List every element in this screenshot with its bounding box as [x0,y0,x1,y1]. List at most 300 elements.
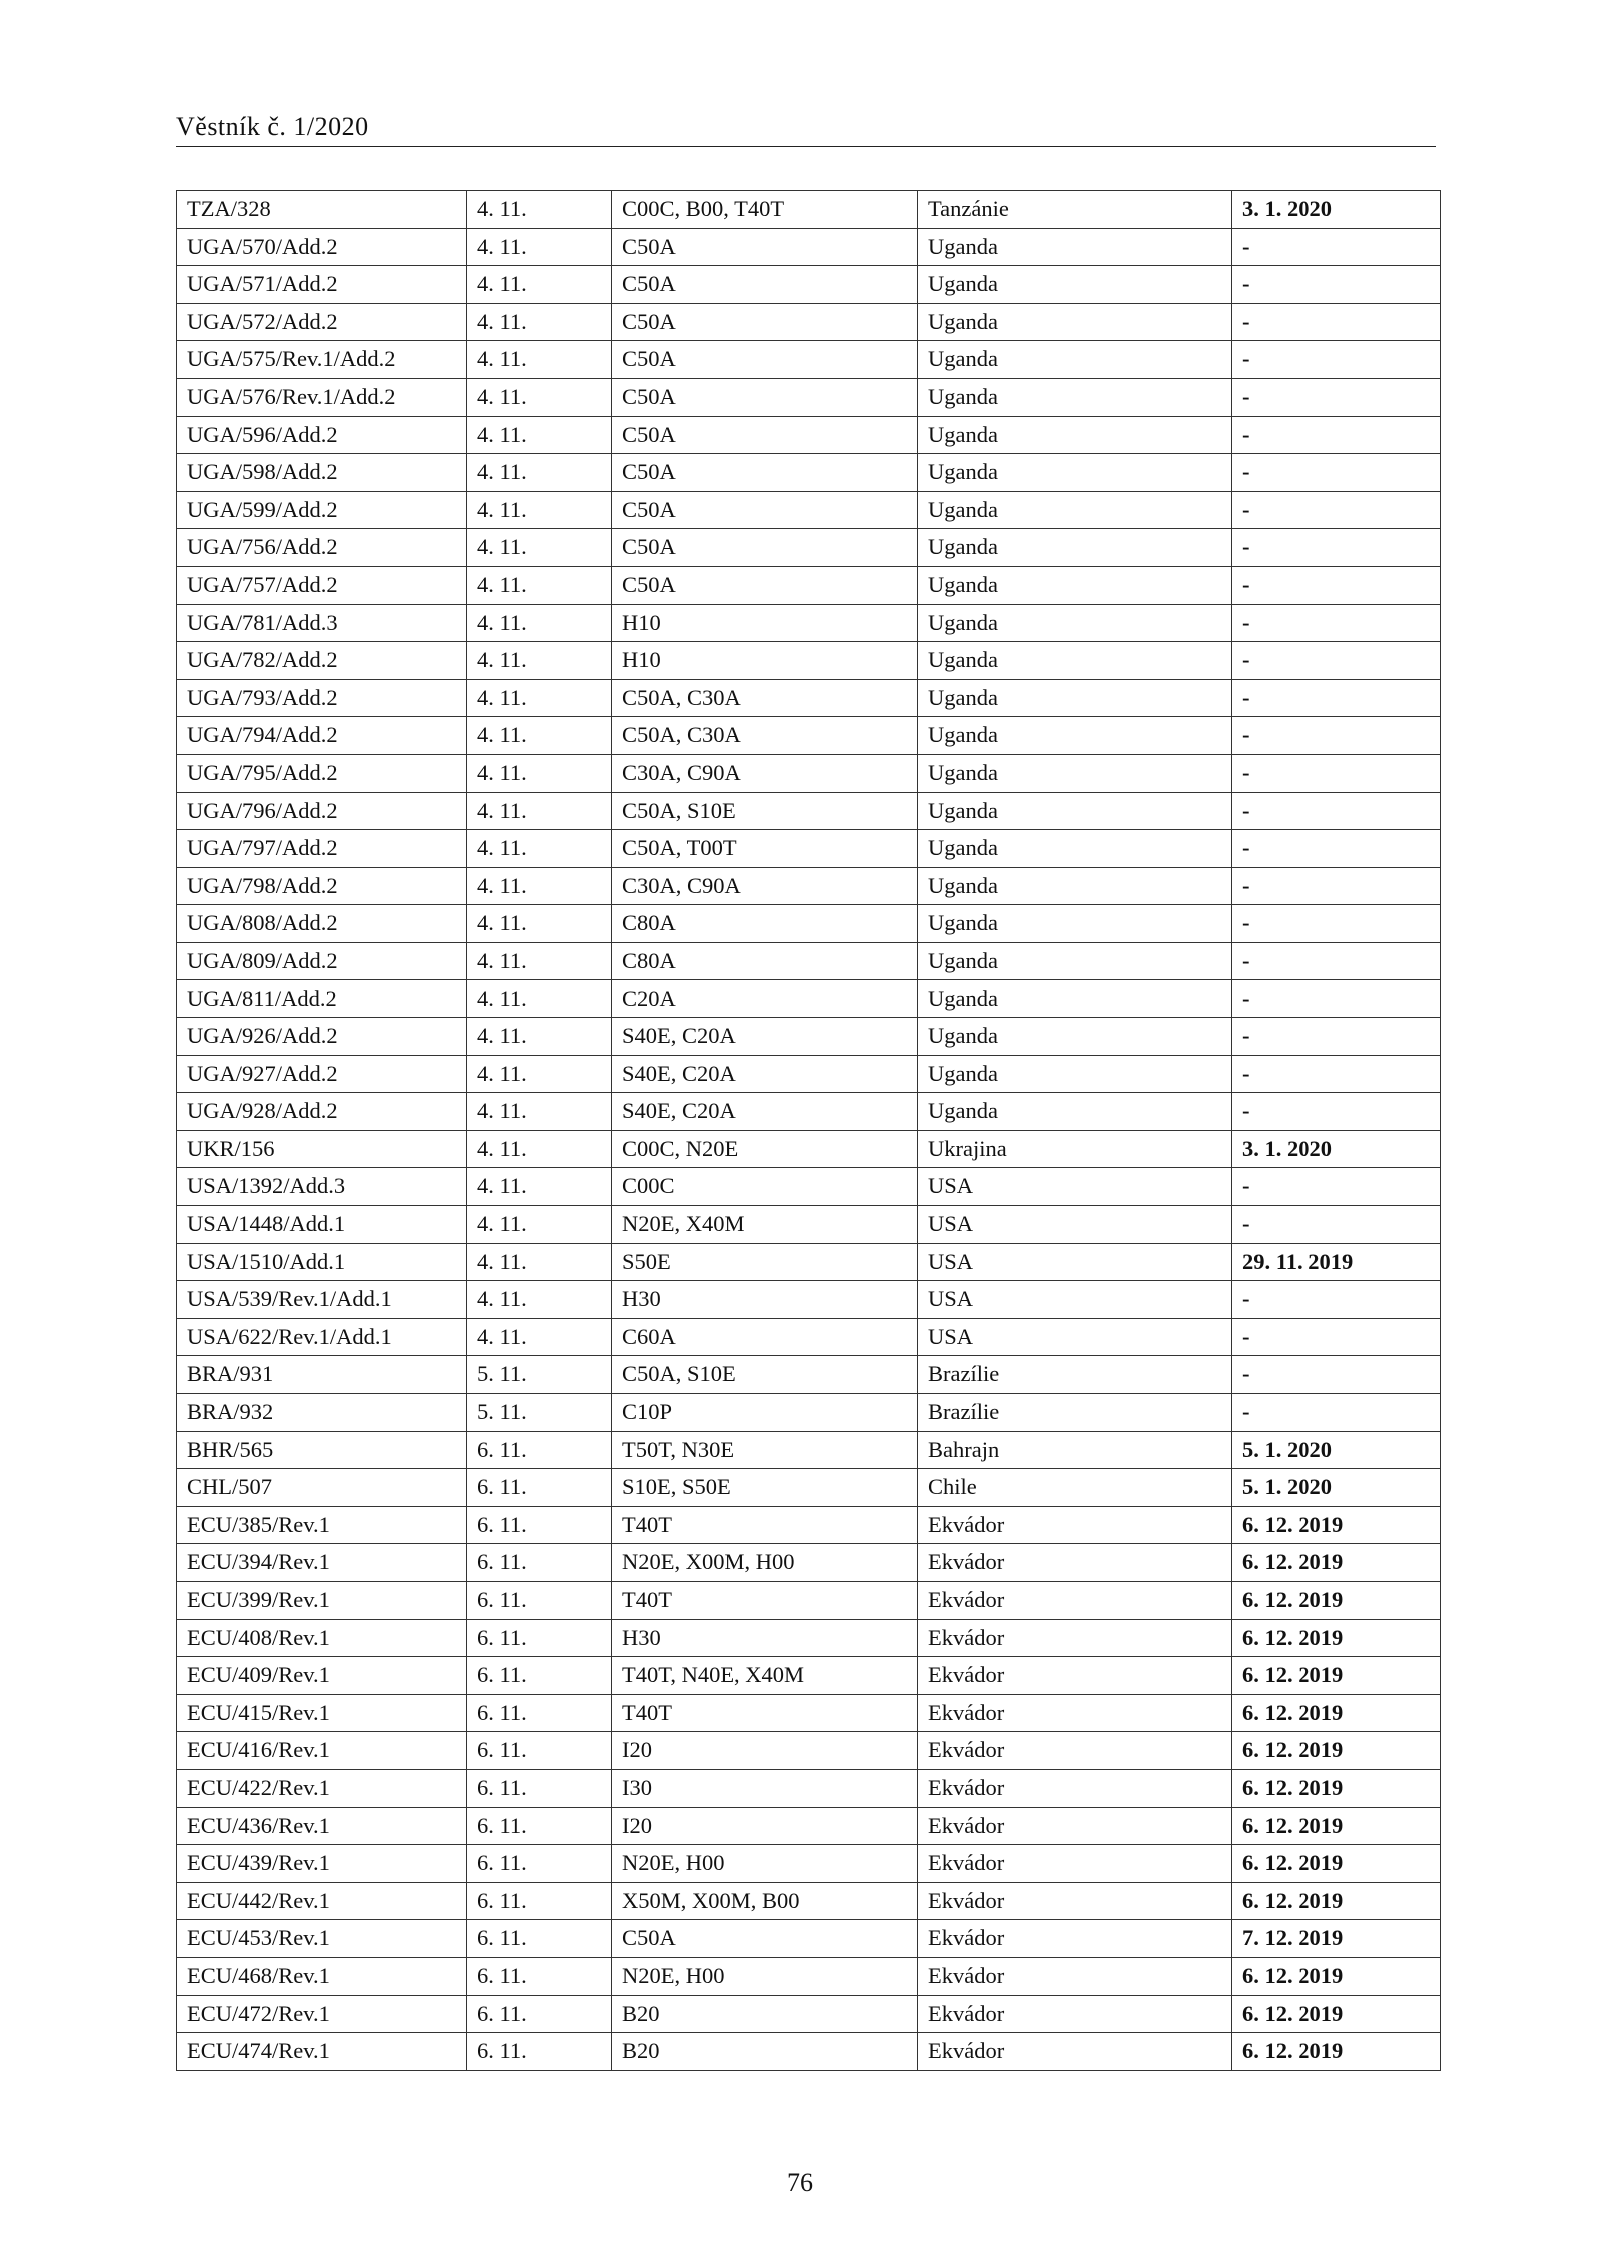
product-code-cell: C50A [612,491,918,529]
notification-date-cell: 4. 11. [467,416,612,454]
deadline-cell: - [1232,679,1441,717]
product-code-cell: S40E, C20A [612,1018,918,1056]
notification-date-cell: 4. 11. [467,980,612,1018]
product-code-cell: H10 [612,642,918,680]
country-cell: Ekvádor [918,1920,1232,1958]
notification-date-cell: 4. 11. [467,754,612,792]
table-row [177,604,1441,642]
deadline-cell: - [1232,1356,1441,1394]
country-cell: Ekvádor [918,1995,1232,2033]
document-code-cell: UGA/757/Add.2 [177,566,467,604]
deadline-cell: - [1232,792,1441,830]
notification-date-cell: 6. 11. [467,1882,612,1920]
country-cell: Uganda [918,1093,1232,1131]
notification-date-cell: 6. 11. [467,1544,612,1582]
document-code-cell: UGA/570/Add.2 [177,228,467,266]
document-code-cell: UGA/928/Add.2 [177,1093,467,1131]
notification-date-cell: 4. 11. [467,1093,612,1131]
country-cell: USA [918,1206,1232,1244]
deadline-cell: 6. 12. 2019 [1232,1845,1441,1883]
notification-date-cell: 4. 11. [467,303,612,341]
table-row [177,830,1441,868]
product-code-cell: C50A, C30A [612,679,918,717]
country-cell: USA [918,1318,1232,1356]
deadline-cell: - [1232,830,1441,868]
table-row [177,754,1441,792]
document-code-cell: ECU/436/Rev.1 [177,1807,467,1845]
deadline-cell: 6. 12. 2019 [1232,1506,1441,1544]
table-row [177,566,1441,604]
deadline-cell: 6. 12. 2019 [1232,2033,1441,2071]
running-header [176,112,1436,147]
deadline-cell: - [1232,228,1441,266]
country-cell: USA [918,1243,1232,1281]
product-code-cell: C50A [612,454,918,492]
notification-date-cell: 4. 11. [467,529,612,567]
country-cell: Brazílie [918,1356,1232,1394]
deadline-cell: - [1232,1018,1441,1056]
deadline-cell: - [1232,341,1441,379]
product-code-cell: B20 [612,1995,918,2033]
country-cell: Ekvádor [918,1845,1232,1883]
document-code-cell: ECU/385/Rev.1 [177,1506,467,1544]
deadline-cell: 6. 12. 2019 [1232,1657,1441,1695]
table-row [177,228,1441,266]
product-code-cell: T40T [612,1506,918,1544]
document-code-cell: USA/622/Rev.1/Add.1 [177,1318,467,1356]
notification-date-cell: 4. 11. [467,266,612,304]
country-cell: Uganda [918,341,1232,379]
country-cell: Uganda [918,416,1232,454]
country-cell: Brazílie [918,1394,1232,1432]
deadline-cell: - [1232,642,1441,680]
document-code-cell: USA/1392/Add.3 [177,1168,467,1206]
table-row [177,717,1441,755]
notification-date-cell: 6. 11. [467,1581,612,1619]
notification-date-cell: 5. 11. [467,1356,612,1394]
deadline-cell: 6. 12. 2019 [1232,1807,1441,1845]
document-code-cell: UGA/782/Add.2 [177,642,467,680]
product-code-cell: C50A, C30A [612,717,918,755]
document-code-cell: CHL/507 [177,1469,467,1507]
table-row [177,454,1441,492]
document-code-cell: ECU/442/Rev.1 [177,1882,467,1920]
product-code-cell: C00C [612,1168,918,1206]
product-code-cell: C50A [612,1920,918,1958]
table-row [177,1995,1441,2033]
country-cell: Uganda [918,303,1232,341]
table-row [177,341,1441,379]
document-code-cell: UGA/795/Add.2 [177,754,467,792]
notification-date-cell: 4. 11. [467,191,612,229]
document-code-cell: UGA/798/Add.2 [177,867,467,905]
deadline-cell: - [1232,980,1441,1018]
country-cell: Ekvádor [918,1581,1232,1619]
product-code-cell: I20 [612,1807,918,1845]
notification-date-cell: 6. 11. [467,2033,612,2071]
document-code-cell: ECU/472/Rev.1 [177,1995,467,2033]
notification-date-cell: 5. 11. [467,1394,612,1432]
deadline-cell: 6. 12. 2019 [1232,1957,1441,1995]
notification-date-cell: 6. 11. [467,1995,612,2033]
document-code-cell: UGA/797/Add.2 [177,830,467,868]
notification-date-cell: 6. 11. [467,1957,612,1995]
country-cell: Tanzánie [918,191,1232,229]
product-code-cell: T40T [612,1694,918,1732]
product-code-cell: C50A, T00T [612,830,918,868]
country-cell: Uganda [918,830,1232,868]
country-cell: Uganda [918,942,1232,980]
notification-date-cell: 4. 11. [467,1055,612,1093]
table-row [177,1957,1441,1995]
table-row [177,1055,1441,1093]
deadline-cell: 6. 12. 2019 [1232,1581,1441,1619]
notification-date-cell: 4. 11. [467,604,612,642]
notification-date-cell: 4. 11. [467,454,612,492]
notification-date-cell: 4. 11. [467,679,612,717]
product-code-cell: B20 [612,2033,918,2071]
document-code-cell: UGA/571/Add.2 [177,266,467,304]
deadline-cell: - [1232,491,1441,529]
table-row [177,1619,1441,1657]
notification-date-cell: 4. 11. [467,830,612,868]
product-code-cell: C30A, C90A [612,754,918,792]
notification-date-cell: 4. 11. [467,1130,612,1168]
product-code-cell: C80A [612,942,918,980]
table-row [177,1882,1441,1920]
country-cell: USA [918,1168,1232,1206]
country-cell: Ekvádor [918,1957,1232,1995]
table-row [177,266,1441,304]
notification-date-cell: 6. 11. [467,1732,612,1770]
deadline-cell: - [1232,717,1441,755]
notification-date-cell: 4. 11. [467,1168,612,1206]
document-code-cell: ECU/394/Rev.1 [177,1544,467,1582]
notification-date-cell: 6. 11. [467,1469,612,1507]
country-cell: Ekvádor [918,1657,1232,1695]
table-row [177,491,1441,529]
notification-date-cell: 4. 11. [467,566,612,604]
country-cell: Ekvádor [918,1619,1232,1657]
product-code-cell: S50E [612,1243,918,1281]
deadline-cell: - [1232,529,1441,567]
product-code-cell: C30A, C90A [612,867,918,905]
deadline-cell: 6. 12. 2019 [1232,1882,1441,1920]
document-code-cell: USA/539/Rev.1/Add.1 [177,1281,467,1319]
country-cell: Uganda [918,1055,1232,1093]
table-row [177,1506,1441,1544]
product-code-cell: C50A [612,529,918,567]
product-code-cell: C50A, S10E [612,1356,918,1394]
country-cell: Uganda [918,792,1232,830]
table-row [177,942,1441,980]
product-code-cell: T40T [612,1581,918,1619]
notification-date-cell: 4. 11. [467,1243,612,1281]
deadline-cell: - [1232,566,1441,604]
product-code-cell: C80A [612,905,918,943]
deadline-cell: - [1232,303,1441,341]
table-row [177,905,1441,943]
document-code-cell: UGA/926/Add.2 [177,1018,467,1056]
country-cell: Uganda [918,867,1232,905]
country-cell: Ekvádor [918,1732,1232,1770]
country-cell: Ekvádor [918,1807,1232,1845]
deadline-cell: - [1232,266,1441,304]
product-code-cell: S40E, C20A [612,1093,918,1131]
table-row [177,378,1441,416]
deadline-cell: - [1232,942,1441,980]
publication-title: Věstník č. 1/2020 [176,112,369,141]
document-code-cell: UGA/576/Rev.1/Add.2 [177,378,467,416]
table-row [177,1093,1441,1131]
product-code-cell: H10 [612,604,918,642]
deadline-cell: 6. 12. 2019 [1232,1732,1441,1770]
country-cell: Uganda [918,754,1232,792]
deadline-cell: - [1232,454,1441,492]
document-code-cell: ECU/415/Rev.1 [177,1694,467,1732]
table-row [177,2033,1441,2071]
product-code-cell: C50A [612,378,918,416]
deadline-cell: - [1232,754,1441,792]
product-code-cell: C50A [612,341,918,379]
notification-date-cell: 4. 11. [467,717,612,755]
product-code-cell: S10E, S50E [612,1469,918,1507]
notification-date-cell: 6. 11. [467,1920,612,1958]
country-cell: Ekvádor [918,1694,1232,1732]
notification-date-cell: 6. 11. [467,1506,612,1544]
product-code-cell: C20A [612,980,918,1018]
notification-date-cell: 6. 11. [467,1657,612,1695]
country-cell: Uganda [918,228,1232,266]
product-code-cell: S40E, C20A [612,1055,918,1093]
table-row [177,416,1441,454]
notification-date-cell: 6. 11. [467,1769,612,1807]
deadline-cell: - [1232,416,1441,454]
document-code-cell: UGA/756/Add.2 [177,529,467,567]
deadline-cell: - [1232,867,1441,905]
country-cell: Uganda [918,378,1232,416]
country-cell: Uganda [918,905,1232,943]
document-code-cell: UGA/796/Add.2 [177,792,467,830]
country-cell: Ekvádor [918,1769,1232,1807]
country-cell: Uganda [918,679,1232,717]
country-cell: Ukrajina [918,1130,1232,1168]
product-code-cell: N20E, H00 [612,1957,918,1995]
table-row [177,191,1441,229]
notification-date-cell: 4. 11. [467,378,612,416]
document-code-cell: ECU/408/Rev.1 [177,1619,467,1657]
deadline-cell: - [1232,1206,1441,1244]
document-code-cell: UGA/572/Add.2 [177,303,467,341]
table-row [177,1018,1441,1056]
document-code-cell: ECU/416/Rev.1 [177,1732,467,1770]
deadline-cell: - [1232,1093,1441,1131]
table-row [177,1845,1441,1883]
notification-date-cell: 4. 11. [467,1018,612,1056]
table-row [177,1318,1441,1356]
deadline-cell: - [1232,1318,1441,1356]
table-row [177,1356,1441,1394]
deadline-cell: - [1232,1168,1441,1206]
table-row [177,1281,1441,1319]
table-row [177,867,1441,905]
table-row [177,1394,1441,1432]
notification-date-cell: 4. 11. [467,1206,612,1244]
document-code-cell: UGA/598/Add.2 [177,454,467,492]
product-code-cell: C50A [612,266,918,304]
notification-date-cell: 4. 11. [467,491,612,529]
document-code-cell: BRA/932 [177,1394,467,1432]
deadline-cell: - [1232,604,1441,642]
product-code-cell: C00C, B00, T40T [612,191,918,229]
country-cell: USA [918,1281,1232,1319]
country-cell: Uganda [918,717,1232,755]
document-code-cell: ECU/422/Rev.1 [177,1769,467,1807]
table-row [177,1243,1441,1281]
notification-date-cell: 4. 11. [467,1281,612,1319]
notification-date-cell: 6. 11. [467,1845,612,1883]
country-cell: Ekvádor [918,1882,1232,1920]
document-code-cell: UGA/808/Add.2 [177,905,467,943]
deadline-cell: 3. 1. 2020 [1232,1130,1441,1168]
country-cell: Uganda [918,566,1232,604]
table-row [177,980,1441,1018]
country-cell: Uganda [918,980,1232,1018]
notifications-table [176,190,1441,2071]
deadline-cell: 3. 1. 2020 [1232,191,1441,229]
document-code-cell: ECU/399/Rev.1 [177,1581,467,1619]
country-cell: Chile [918,1469,1232,1507]
document-code-cell: UKR/156 [177,1130,467,1168]
table-row [177,1657,1441,1695]
deadline-cell: 5. 1. 2020 [1232,1431,1441,1469]
table-row [177,1544,1441,1582]
deadline-cell: - [1232,1281,1441,1319]
deadline-cell: 5. 1. 2020 [1232,1469,1441,1507]
document-code-cell: UGA/596/Add.2 [177,416,467,454]
product-code-cell: T50T, N30E [612,1431,918,1469]
deadline-cell: 6. 12. 2019 [1232,1544,1441,1582]
product-code-cell: C10P [612,1394,918,1432]
product-code-cell: C50A, S10E [612,792,918,830]
product-code-cell: T40T, N40E, X40M [612,1657,918,1695]
document-code-cell: BRA/931 [177,1356,467,1394]
deadline-cell: 6. 12. 2019 [1232,1769,1441,1807]
document-code-cell: USA/1510/Add.1 [177,1243,467,1281]
document-code-cell: USA/1448/Add.1 [177,1206,467,1244]
document-code-cell: UGA/811/Add.2 [177,980,467,1018]
product-code-cell: H30 [612,1619,918,1657]
document-code-cell: TZA/328 [177,191,467,229]
product-code-cell: X50M, X00M, B00 [612,1882,918,1920]
table-row [177,642,1441,680]
table-row [177,1469,1441,1507]
document-code-cell: BHR/565 [177,1431,467,1469]
country-cell: Uganda [918,454,1232,492]
document-code-cell: ECU/468/Rev.1 [177,1957,467,1995]
product-code-cell: C50A [612,566,918,604]
notification-date-cell: 4. 11. [467,228,612,266]
table-row [177,1920,1441,1958]
country-cell: Ekvádor [918,1506,1232,1544]
document-code-cell: ECU/453/Rev.1 [177,1920,467,1958]
document-code-cell: UGA/599/Add.2 [177,491,467,529]
table-row [177,303,1441,341]
table-row [177,1206,1441,1244]
country-cell: Uganda [918,529,1232,567]
product-code-cell: C50A [612,416,918,454]
table-row [177,1732,1441,1770]
country-cell: Uganda [918,491,1232,529]
deadline-cell: - [1232,1055,1441,1093]
notification-date-cell: 6. 11. [467,1694,612,1732]
table-row [177,1694,1441,1732]
table-row [177,1807,1441,1845]
notification-date-cell: 6. 11. [467,1431,612,1469]
country-cell: Uganda [918,642,1232,680]
document-code-cell: UGA/793/Add.2 [177,679,467,717]
table-row [177,1130,1441,1168]
document-code-cell: UGA/794/Add.2 [177,717,467,755]
deadline-cell: 6. 12. 2019 [1232,1694,1441,1732]
country-cell: Ekvádor [918,2033,1232,2071]
deadline-cell: 6. 12. 2019 [1232,1619,1441,1657]
country-cell: Ekvádor [918,1544,1232,1582]
table-row [177,1168,1441,1206]
notification-date-cell: 4. 11. [467,942,612,980]
country-cell: Bahrajn [918,1431,1232,1469]
table-body [177,191,1441,2071]
notification-date-cell: 6. 11. [467,1807,612,1845]
document-code-cell: ECU/439/Rev.1 [177,1845,467,1883]
product-code-cell: I20 [612,1732,918,1770]
table-row [177,1581,1441,1619]
document-code-cell: UGA/809/Add.2 [177,942,467,980]
deadline-cell: - [1232,905,1441,943]
document-code-cell: ECU/474/Rev.1 [177,2033,467,2071]
page-number: 76 [787,2168,813,2197]
table-row [177,1769,1441,1807]
table-row [177,529,1441,567]
product-code-cell: C50A [612,303,918,341]
country-cell: Uganda [918,1018,1232,1056]
notification-date-cell: 4. 11. [467,905,612,943]
country-cell: Uganda [918,604,1232,642]
product-code-cell: C60A [612,1318,918,1356]
document-code-cell: UGA/927/Add.2 [177,1055,467,1093]
table-row [177,1431,1441,1469]
document-code-cell: ECU/409/Rev.1 [177,1657,467,1695]
notification-date-cell: 4. 11. [467,642,612,680]
deadline-cell: 6. 12. 2019 [1232,1995,1441,2033]
deadline-cell: 7. 12. 2019 [1232,1920,1441,1958]
product-code-cell: N20E, X40M [612,1206,918,1244]
deadline-cell: - [1232,1394,1441,1432]
table-row [177,679,1441,717]
product-code-cell: I30 [612,1769,918,1807]
notification-date-cell: 4. 11. [467,341,612,379]
country-cell: Uganda [918,266,1232,304]
deadline-cell: - [1232,378,1441,416]
product-code-cell: N20E, X00M, H00 [612,1544,918,1582]
notification-date-cell: 6. 11. [467,1619,612,1657]
document-code-cell: UGA/781/Add.3 [177,604,467,642]
document-code-cell: UGA/575/Rev.1/Add.2 [177,341,467,379]
product-code-cell: C00C, N20E [612,1130,918,1168]
product-code-cell: H30 [612,1281,918,1319]
notification-date-cell: 4. 11. [467,1318,612,1356]
notification-date-cell: 4. 11. [467,792,612,830]
